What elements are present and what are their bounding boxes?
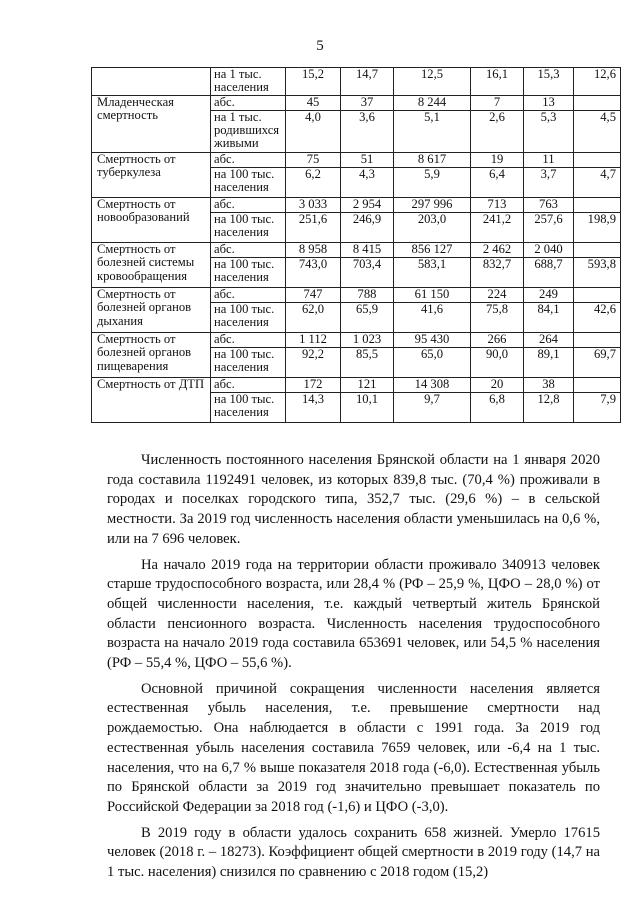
indicator-name: Смертность от болезней органов дыхания bbox=[92, 288, 211, 333]
value-cell: 7,9 bbox=[574, 393, 621, 423]
unit-cell: на 100 тыс. населения bbox=[211, 213, 286, 243]
table-row bbox=[92, 288, 621, 303]
unit-cell: на 100 тыс. населения bbox=[211, 393, 286, 423]
value-cell: 8 415 bbox=[341, 243, 394, 258]
value-cell: 4,3 bbox=[341, 168, 394, 198]
unit-cell: абс. bbox=[211, 288, 286, 303]
table-row bbox=[92, 378, 621, 393]
unit-cell: абс. bbox=[211, 96, 286, 111]
value-cell: 45 bbox=[286, 96, 341, 111]
value-cell: 15,2 bbox=[286, 68, 341, 96]
value-cell: 763 bbox=[524, 198, 574, 213]
unit-cell: абс. bbox=[211, 378, 286, 393]
value-cell: 266 bbox=[471, 333, 524, 348]
unit-cell: на 100 тыс. населения bbox=[211, 303, 286, 333]
value-cell: 62,0 bbox=[286, 303, 341, 333]
value-cell: 65,9 bbox=[341, 303, 394, 333]
page-number: 5 bbox=[316, 38, 324, 54]
value-cell: 12,8 bbox=[524, 393, 574, 423]
value-cell: 51 bbox=[341, 153, 394, 168]
value-cell bbox=[574, 333, 621, 348]
value-cell: 593,8 bbox=[574, 258, 621, 288]
value-cell: 85,5 bbox=[341, 348, 394, 378]
value-cell: 297 996 bbox=[394, 198, 471, 213]
value-cell: 703,4 bbox=[341, 258, 394, 288]
unit-cell: на 100 тыс. населения bbox=[211, 258, 286, 288]
indicator-name bbox=[92, 68, 211, 96]
value-cell: 5,3 bbox=[524, 111, 574, 153]
unit-cell: на 100 тыс. населения bbox=[211, 348, 286, 378]
table-row bbox=[92, 96, 621, 111]
unit-cell: на 100 тыс. населения bbox=[211, 168, 286, 198]
value-cell bbox=[574, 153, 621, 168]
indicator-name: Смертность от ДТП bbox=[92, 378, 211, 423]
value-cell: 713 bbox=[471, 198, 524, 213]
value-cell: 8 617 bbox=[394, 153, 471, 168]
unit-cell: абс. bbox=[211, 333, 286, 348]
value-cell: 688,7 bbox=[524, 258, 574, 288]
value-cell: 5,9 bbox=[394, 168, 471, 198]
value-cell: 20 bbox=[471, 378, 524, 393]
value-cell: 2,6 bbox=[471, 111, 524, 153]
unit-cell: на 1 тыс. родившихся живыми bbox=[211, 111, 286, 153]
value-cell: 832,7 bbox=[471, 258, 524, 288]
value-cell: 2 954 bbox=[341, 198, 394, 213]
value-cell bbox=[574, 243, 621, 258]
value-cell: 10,1 bbox=[341, 393, 394, 423]
value-cell: 7 bbox=[471, 96, 524, 111]
value-cell bbox=[574, 198, 621, 213]
value-cell: 65,0 bbox=[394, 348, 471, 378]
value-cell: 1 023 bbox=[341, 333, 394, 348]
value-cell: 203,0 bbox=[394, 213, 471, 243]
value-cell: 41,6 bbox=[394, 303, 471, 333]
unit-cell: абс. bbox=[211, 198, 286, 213]
paragraph: Основной причиной сокращения численности населения является естественная убыль населения, т.е. превышение смертности над рождаемостью. Она наблюдается в области с 1991 года. За 2019 год естественная убыль населения составила 7659 человек, или -6,4 на 1 тыс. населения, что на 6,7 % выше показателя 2018 года (-6,0). Естественная убыль по Брянской области за 2019 год значительно превышает показатель по Российской Федерации за 2018 год (-1,6) и ЦФО (-3,0). bbox=[107, 680, 600, 815]
value-cell: 224 bbox=[471, 288, 524, 303]
value-cell: 84,1 bbox=[524, 303, 574, 333]
value-cell: 14 308 bbox=[394, 378, 471, 393]
value-cell: 42,6 bbox=[574, 303, 621, 333]
paragraph: На начало 2019 года на территории области проживало 340913 человек старше трудоспособного возраста, или 28,4 % (РФ – 25,9 %, ЦФО – 28,0 %) от общей численности населения, т.е. каждый четвертый житель Брянской области пенсионного возраста. Численность населения трудоспособного возраста на начало 2019 года составила 653691 человек, или 54,5 % населения (РФ – 55,4 %, ЦФО – 55,6 %). bbox=[107, 556, 600, 672]
value-cell: 257,6 bbox=[524, 213, 574, 243]
value-cell: 95 430 bbox=[394, 333, 471, 348]
value-cell: 11 bbox=[524, 153, 574, 168]
value-cell: 4,0 bbox=[286, 111, 341, 153]
value-cell: 198,9 bbox=[574, 213, 621, 243]
mortality-table bbox=[91, 67, 621, 423]
body-text bbox=[107, 451, 600, 883]
value-cell: 856 127 bbox=[394, 243, 471, 258]
unit-cell: на 1 тыс. населения bbox=[211, 68, 286, 96]
value-cell: 92,2 bbox=[286, 348, 341, 378]
value-cell: 246,9 bbox=[341, 213, 394, 243]
value-cell: 249 bbox=[524, 288, 574, 303]
value-cell: 4,5 bbox=[574, 111, 621, 153]
value-cell: 172 bbox=[286, 378, 341, 393]
value-cell: 2 040 bbox=[524, 243, 574, 258]
indicator-name: Смертность от туберкулеза bbox=[92, 153, 211, 198]
value-cell: 14,7 bbox=[341, 68, 394, 96]
value-cell: 14,3 bbox=[286, 393, 341, 423]
value-cell: 61 150 bbox=[394, 288, 471, 303]
value-cell: 8 958 bbox=[286, 243, 341, 258]
value-cell: 3,6 bbox=[341, 111, 394, 153]
value-cell: 37 bbox=[341, 96, 394, 111]
indicator-name: Младенческая смертность bbox=[92, 96, 211, 153]
value-cell: 2 462 bbox=[471, 243, 524, 258]
indicator-name: Смертность от болезней органов пищеварения bbox=[92, 333, 211, 378]
paragraph: В 2019 году в области удалось сохранить 658 жизней. Умерло 17615 человек (2018 г. – 18273). Коэффициент общей смертности в 2019 году (14,7 на 1 тыс. населения) снизился по сравнению с 2018 годом (15,2) bbox=[107, 824, 600, 881]
unit-cell: абс. bbox=[211, 243, 286, 258]
value-cell: 3,7 bbox=[524, 168, 574, 198]
value-cell: 264 bbox=[524, 333, 574, 348]
value-cell: 583,1 bbox=[394, 258, 471, 288]
value-cell: 69,7 bbox=[574, 348, 621, 378]
value-cell: 89,1 bbox=[524, 348, 574, 378]
value-cell: 251,6 bbox=[286, 213, 341, 243]
value-cell: 1 112 bbox=[286, 333, 341, 348]
paragraph: Численность постоянного населения Брянской области на 1 января 2020 года составила 1192491 человек, из которых 839,8 тыс. (70,4 %) проживали в городах и поселках городского типа, 352,7 тыс. (29,6 %) – в сельской местности. За 2019 год численность населения области уменьшилась на 0,6 %, или на 7 696 человек. bbox=[107, 452, 600, 547]
value-cell: 9,7 bbox=[394, 393, 471, 423]
table-row bbox=[92, 333, 621, 348]
value-cell: 16,1 bbox=[471, 68, 524, 96]
value-cell bbox=[574, 288, 621, 303]
value-cell: 241,2 bbox=[471, 213, 524, 243]
table-row bbox=[92, 68, 621, 96]
value-cell: 90,0 bbox=[471, 348, 524, 378]
table-row bbox=[92, 243, 621, 258]
value-cell: 743,0 bbox=[286, 258, 341, 288]
value-cell: 75,8 bbox=[471, 303, 524, 333]
value-cell: 6,4 bbox=[471, 168, 524, 198]
value-cell: 6,8 bbox=[471, 393, 524, 423]
indicator-name: Смертность от болезней системы кровообращения bbox=[92, 243, 211, 288]
value-cell: 19 bbox=[471, 153, 524, 168]
value-cell: 6,2 bbox=[286, 168, 341, 198]
value-cell: 121 bbox=[341, 378, 394, 393]
value-cell: 38 bbox=[524, 378, 574, 393]
value-cell: 747 bbox=[286, 288, 341, 303]
value-cell: 12,5 bbox=[394, 68, 471, 96]
value-cell bbox=[574, 96, 621, 111]
indicator-name: Смертность от новообразований bbox=[92, 198, 211, 243]
value-cell: 15,3 bbox=[524, 68, 574, 96]
value-cell: 4,7 bbox=[574, 168, 621, 198]
value-cell: 3 033 bbox=[286, 198, 341, 213]
table-row bbox=[92, 198, 621, 213]
table-row bbox=[92, 153, 621, 168]
value-cell: 75 bbox=[286, 153, 341, 168]
value-cell: 8 244 bbox=[394, 96, 471, 111]
value-cell: 5,1 bbox=[394, 111, 471, 153]
unit-cell: абс. bbox=[211, 153, 286, 168]
value-cell bbox=[574, 378, 621, 393]
value-cell: 13 bbox=[524, 96, 574, 111]
value-cell: 788 bbox=[341, 288, 394, 303]
value-cell: 12,6 bbox=[574, 68, 621, 96]
